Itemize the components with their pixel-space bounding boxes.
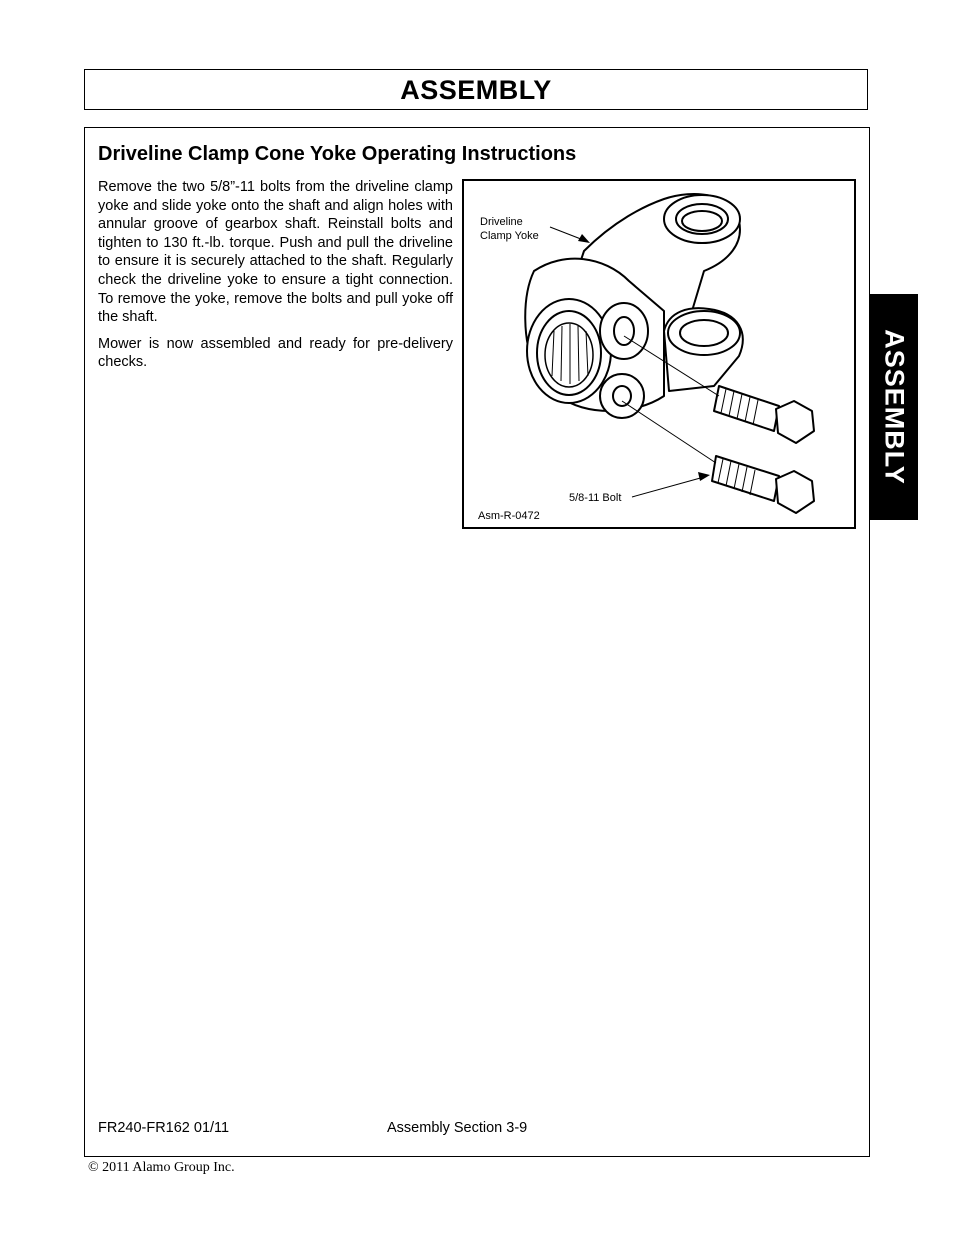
copyright: © 2011 Alamo Group Inc. bbox=[88, 1160, 235, 1175]
instructions-text bbox=[98, 178, 453, 380]
section-title: Driveline Clamp Cone Yoke Operating Instructions bbox=[98, 143, 577, 165]
status-paragraph: Mower is now assembled and ready for pre-delivery checks. bbox=[98, 335, 453, 371]
header-box bbox=[84, 69, 868, 110]
side-tab-label: ASSEMBLY bbox=[879, 329, 909, 485]
yoke-label-line2: Clamp Yoke bbox=[480, 230, 539, 242]
yoke-label bbox=[480, 215, 539, 243]
figure-id: Asm-R-0472 bbox=[478, 510, 540, 522]
footer-section: Assembly Section 3-9 bbox=[387, 1120, 528, 1136]
yoke-label-line1: Driveline bbox=[480, 216, 523, 228]
page-title: ASSEMBLY bbox=[400, 75, 552, 105]
instruction-paragraph: Remove the two 5/8”-11 bolts from the driveline clamp yoke and slide yoke onto the shaft and align holes with annular groove of gearbox shaft. Reinstall bolts and tighten to 130 ft.-lb. torque. Push and pull the driveline to ensure it is securely attached to the shaft. Regularly check the driveline yoke to ensure a tight connection. To remove the yoke, remove the bolts and pull yoke off the shaft. bbox=[98, 179, 453, 326]
footer-model: FR240-FR162 01/11 bbox=[98, 1120, 230, 1136]
yoke-illustration bbox=[462, 179, 856, 529]
bolt-label: 5/8-11 Bolt bbox=[569, 492, 622, 504]
section-side-tab bbox=[869, 294, 918, 520]
